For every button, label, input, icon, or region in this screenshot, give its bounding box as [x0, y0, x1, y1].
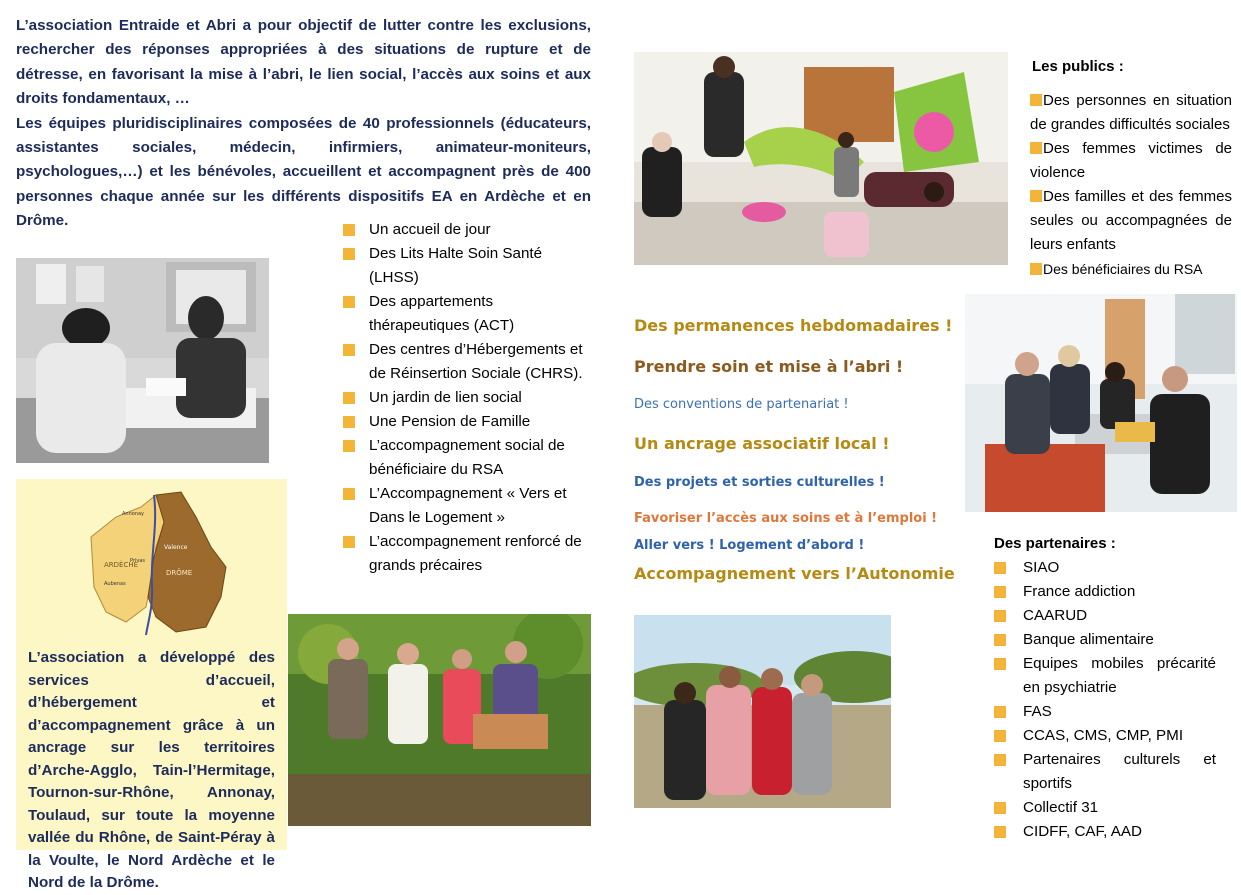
slogan-5: Des projets et sorties culturelles ! — [634, 475, 885, 490]
office-photo — [16, 258, 269, 463]
map-city-valence: Valence — [164, 544, 188, 551]
bullet-icon — [994, 826, 1006, 838]
service-item: Un jardin de lien social — [343, 386, 593, 410]
partner-item: Banque alimentaire — [994, 628, 1216, 652]
map-label-ardeche: ARDÈCHE — [104, 561, 139, 569]
partner-item: Collectif 31 — [994, 796, 1216, 820]
bullet-icon — [343, 296, 355, 308]
intro-paragraph-2: Les équipes pluridisciplinaires composées de 40 professionnels (éducateurs, assistantes sociales, médecin, infirmiers, animateur-moniteurs, psychologues,…) et les bénévoles, accueillent et accompagnent près de 400 personnes chaque année sur les différents dispositifs EA en Ardèche et en Drôme. — [16, 114, 591, 230]
partner-item: CIDFF, CAF, AAD — [994, 820, 1216, 844]
partners-title: Des partenaires : — [994, 535, 1116, 552]
bullet-icon — [994, 706, 1006, 718]
activity-photo — [965, 294, 1237, 512]
service-item: Des centres d’Hébergements et de Réinsertion Sociale (CHRS). — [343, 338, 593, 386]
bullet-icon — [994, 562, 1006, 574]
map-city-privas: Privas — [130, 558, 145, 564]
public-item: Des femmes victimes de violence — [1030, 140, 1232, 181]
service-item: Des appartements thérapeutiques (ACT) — [343, 290, 593, 338]
publics-section — [1030, 58, 1232, 281]
slogan-1: Des permanences hebdomadaires ! — [634, 316, 953, 335]
bullet-icon — [994, 658, 1006, 670]
map-city-annonay: Annonay — [122, 511, 145, 517]
intro-text — [16, 14, 591, 234]
slogan-4: Un ancrage associatif local ! — [634, 434, 890, 453]
partner-item: Partenaires culturels et sportifs — [994, 748, 1216, 796]
service-item: Une Pension de Famille — [343, 410, 593, 434]
bullet-icon — [1030, 190, 1042, 202]
map-city-aubenas: Aubenas — [104, 581, 126, 587]
bullet-icon — [343, 224, 355, 236]
service-item: Des Lits Halte Soin Santé (LHSS) — [343, 242, 593, 290]
bullet-icon — [994, 754, 1006, 766]
garden-photo — [288, 614, 591, 826]
bullet-icon — [994, 634, 1006, 646]
service-item: Un accueil de jour — [343, 218, 593, 242]
slogan-6: Favoriser l’accès aux soins et à l’emploi ! — [634, 511, 938, 526]
partner-item: CAARUD — [994, 604, 1216, 628]
slogan-8: Accompagnement vers l’Autonomie — [634, 564, 955, 583]
bullet-icon — [343, 416, 355, 428]
map-panel — [16, 479, 287, 891]
service-item: L’accompagnement social de bénéficiaire du RSA — [343, 434, 593, 482]
partner-item: CCAS, CMS, CMP, PMI — [994, 724, 1216, 748]
service-item: L’accompagnement renforcé de grands précaires — [343, 530, 593, 578]
intro-paragraph-1: L’association Entraide et Abri a pour objectif de lutter contre les exclusions, rechercher des réponses appropriées à des situations de rupture et de détresse, en favorisant la mise à l’abri, le lien social, l’accès aux soins et aux droits fondamentaux, … — [16, 17, 591, 108]
service-item: L’Accompagnement « Vers et Dans le Logement » — [343, 482, 593, 530]
bullet-icon — [994, 730, 1006, 742]
group-photo — [634, 615, 891, 808]
region-map — [86, 487, 231, 637]
slogan-2: Prendre soin et mise à l’abri ! — [634, 357, 904, 376]
bullet-icon — [343, 488, 355, 500]
partner-item: FAS — [994, 700, 1216, 724]
map-label-drome: DRÔME — [166, 569, 193, 577]
bullet-icon — [1030, 94, 1042, 106]
services-list — [343, 218, 593, 578]
publics-title: Les publics : — [1032, 58, 1124, 75]
bullet-icon — [994, 586, 1006, 598]
bullet-icon — [343, 248, 355, 260]
partners-section — [994, 535, 1216, 844]
public-item: Des bénéficiaires du RSA — [1030, 257, 1232, 281]
bullet-icon — [343, 344, 355, 356]
slogan-3: Des conventions de partenariat ! — [634, 397, 849, 412]
territories-text: L’association a développé des services d’accueil, d’hébergement et d’accompagnement grâce à un ancrage sur les territoires d’Arche-Agglo, Tain-l’Hermitage, Tournon-sur-Rhône, Annonay, Toulaud, sur toute la moyenne vallée du Rhône, de Saint-Péray à la Voulte, le Nord Ardèche et le Nord de la Drôme. — [28, 649, 275, 891]
bullet-icon — [343, 392, 355, 404]
bullet-icon — [1030, 142, 1042, 154]
bullet-icon — [994, 802, 1006, 814]
partner-item: France addiction — [994, 580, 1216, 604]
bullet-icon — [343, 536, 355, 548]
public-item: Des personnes en situation de grandes difficultés sociales — [1030, 92, 1232, 133]
bullet-icon — [1030, 263, 1042, 275]
bullet-icon — [994, 610, 1006, 622]
public-item: Des familles et des femmes seules ou accompagnées de leurs enfants — [1030, 188, 1232, 253]
bullet-icon — [343, 440, 355, 452]
partner-item: SIAO — [994, 556, 1216, 580]
slogan-7: Aller vers ! Logement d’abord ! — [634, 538, 865, 553]
playroom-photo — [634, 52, 1008, 265]
partner-item: Equipes mobiles précarité en psychiatrie — [994, 652, 1216, 700]
